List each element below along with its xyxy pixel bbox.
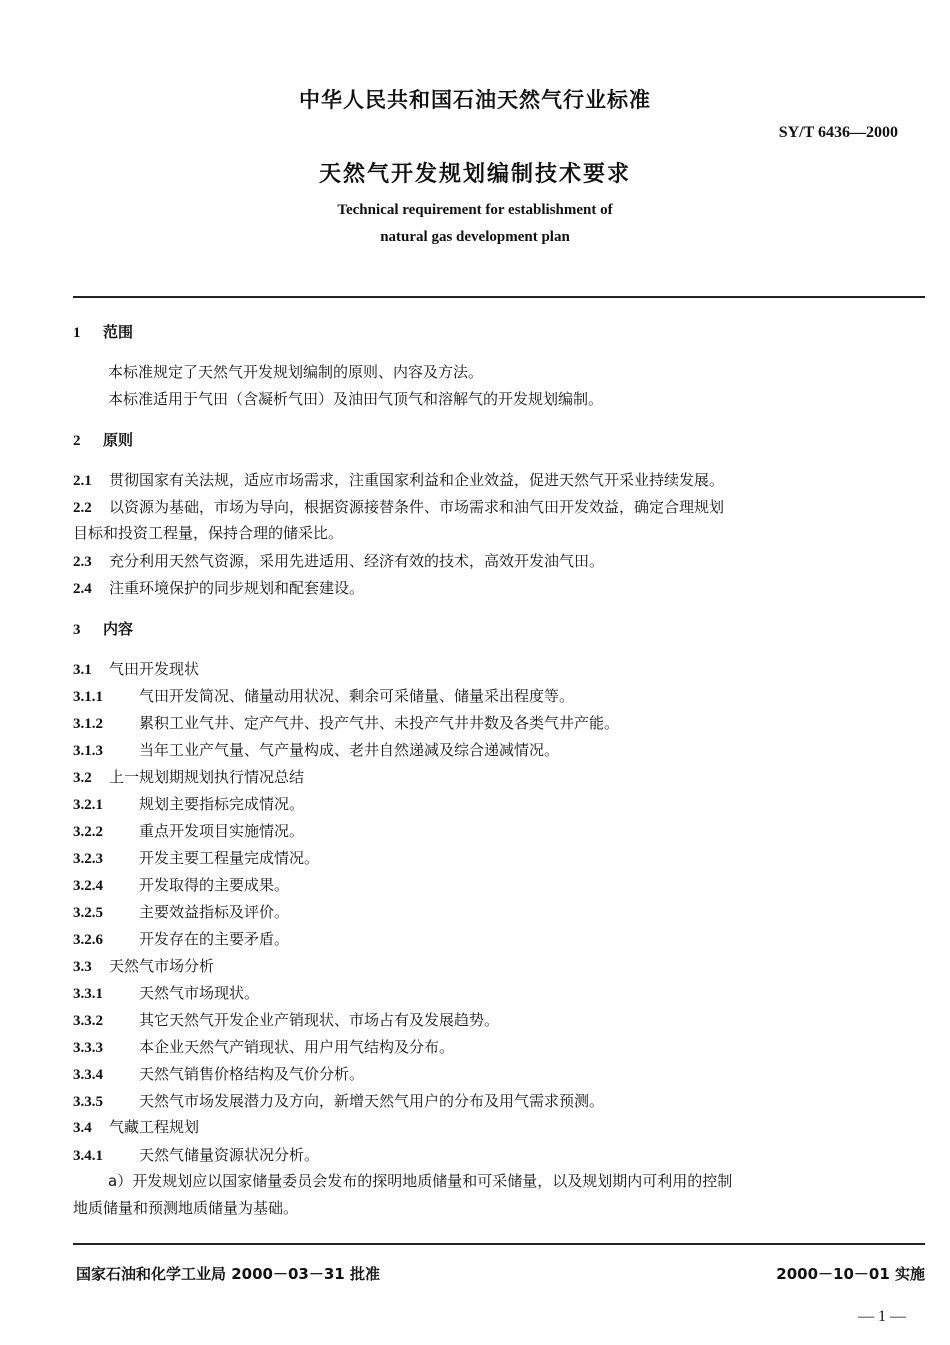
clause: [73, 578, 925, 599]
clause-text: 以资源为基础，市场为导向，根据资源接替条件、市场需求和油气田开发效益，确定合理规划: [109, 498, 725, 516]
clause-number: 3.2.4: [73, 878, 103, 894]
clause: [73, 497, 925, 518]
standard-organization: 中华人民共和国石油天然气行业标准: [299, 88, 651, 112]
clause-text: 天然气市场发展潜力及方向，新增天然气用户的分布及用气需求预测。: [139, 1092, 605, 1110]
clause-number: 3.2.3: [73, 851, 103, 867]
clause: [73, 1064, 925, 1085]
page-title: 天然气开发规划编制技术要求: [318, 162, 631, 187]
footer-divider: [73, 1243, 925, 1245]
clause-text: 天然气销售价格结构及气价分析。: [139, 1065, 365, 1083]
clause-text: 开发取得的主要成果。: [139, 876, 290, 894]
clause-text: 本企业天然气产销现状、用户用气结构及分布。: [139, 1038, 455, 1056]
paragraph: 本标准规定了天然气开发规划编制的原则、内容及方法。: [108, 363, 484, 381]
clause: [73, 551, 925, 572]
clause: [73, 983, 925, 1004]
clause-text: 气田开发简况、储量动用状况、剩余可采储量、储量采出程度等。: [139, 687, 575, 705]
subsection: [73, 956, 925, 977]
clause: [73, 470, 925, 491]
clause: [73, 929, 925, 950]
english-title-line-1: Technical requirement for establishment of: [337, 202, 613, 218]
clause: [73, 902, 925, 923]
clause-text: 贯彻国家有关法规，适应市场需求，注重国家利益和企业效益，促进天然气开采业持续发展。: [109, 471, 725, 489]
clause-text: 规划主要指标完成情况。: [139, 795, 305, 813]
list-item-a-continuation: 地质储量和预测地质储量为基础。: [73, 1199, 299, 1217]
clause-text: 累积工业气井、定产气井、投产气井、未投产气井井数及各类气井产能。: [139, 714, 620, 732]
clause-text: 开发存在的主要矛盾。: [139, 930, 290, 948]
clause: [73, 686, 925, 707]
clause-text: 开发主要工程量完成情况。: [139, 849, 320, 867]
clause-text: 重点开发项目实施情况。: [139, 822, 305, 840]
clause-number: 3.1: [73, 662, 92, 678]
clause-text: 充分利用天然气资源，采用先进适用、经济有效的技术，高效开发油气田。: [109, 552, 605, 570]
subsection: [73, 659, 925, 680]
clause-number: 3.1.3: [73, 743, 103, 759]
subsection: [73, 1117, 925, 1138]
clause-text: 气藏工程规划: [109, 1118, 200, 1136]
clause-text: 其它天然气开发企业产销现状、市场占有及发展趋势。: [139, 1011, 500, 1029]
clause: [73, 1010, 925, 1031]
clause-number: 3.3.3: [73, 1040, 103, 1056]
clause-continuation: 目标和投资工程量，保持合理的储采比。: [73, 524, 344, 542]
clause-number: 2.3: [73, 554, 92, 570]
clause-number: 2.2: [73, 500, 92, 516]
clause: [73, 713, 925, 734]
page-number: — 1 —: [858, 1308, 906, 1325]
section-title: 内容: [103, 620, 134, 638]
clause-text: 天然气储量资源状况分析。: [139, 1146, 320, 1164]
clause: [73, 740, 925, 761]
clause: [73, 821, 925, 842]
section-2-heading: [73, 430, 925, 451]
clause-number: 3.4: [73, 1120, 92, 1136]
implementation-date: 2000－10－01 实施: [776, 1265, 925, 1283]
clause-number: 3.3.5: [73, 1094, 103, 1110]
clause-text: 天然气市场分析: [109, 957, 215, 975]
clause-text: 注重环境保护的同步规划和配套建设。: [109, 579, 365, 597]
clause-number: 3.2.5: [73, 905, 103, 921]
list-item-a: a）开发规划应以国家储量委员会发布的探明地质储量和可采储量，以及规划期内可利用的控制: [108, 1172, 733, 1190]
subsection: [73, 767, 925, 788]
clause: [73, 1037, 925, 1058]
clause-number: 3.2.1: [73, 797, 103, 813]
clause-number: 3.3.1: [73, 986, 103, 1002]
clause-number: 3.2.6: [73, 932, 103, 948]
clause-text: 当年工业产气量、气产量构成、老井自然递减及综合递减情况。: [139, 741, 560, 759]
clause: [73, 1091, 925, 1112]
header-divider: [73, 296, 925, 298]
section-title: 原则: [103, 431, 134, 449]
section-3-heading: [73, 619, 925, 640]
section-number: 3: [73, 622, 81, 638]
paragraph: 本标准适用于气田（含凝析气田）及油田气顶气和溶解气的开发规划编制。: [108, 390, 604, 408]
english-title-line-2: natural gas development plan: [380, 229, 570, 245]
clause-number: 3.3.4: [73, 1067, 103, 1083]
section-title: 范围: [103, 323, 134, 341]
clause-number: 3.2.2: [73, 824, 103, 840]
standard-code: SY/T 6436—2000: [778, 124, 898, 141]
clause-number: 3.3: [73, 959, 92, 975]
clause-number: 3.4.1: [73, 1148, 103, 1164]
clause: [73, 875, 925, 896]
clause-text: 天然气市场现状。: [139, 984, 260, 1002]
clause-number: 3.1.2: [73, 716, 103, 732]
approval-date: 国家石油和化学工业局 2000－03－31 批准: [76, 1265, 380, 1283]
section-number: 1: [73, 325, 81, 341]
clause-number: 3.2: [73, 770, 92, 786]
clause: [73, 794, 925, 815]
clause-number: 3.3.2: [73, 1013, 103, 1029]
section-1-heading: [73, 322, 925, 343]
clause-number: 3.1.1: [73, 689, 103, 705]
clause: [73, 1145, 925, 1166]
clause: [73, 848, 925, 869]
clause-number: 2.1: [73, 473, 92, 489]
clause-number: 2.4: [73, 581, 92, 597]
clause-text: 主要效益指标及评价。: [139, 903, 290, 921]
section-number: 2: [73, 433, 81, 449]
clause-text: 气田开发现状: [109, 660, 200, 678]
clause-text: 上一规划期规划执行情况总结: [109, 768, 305, 786]
